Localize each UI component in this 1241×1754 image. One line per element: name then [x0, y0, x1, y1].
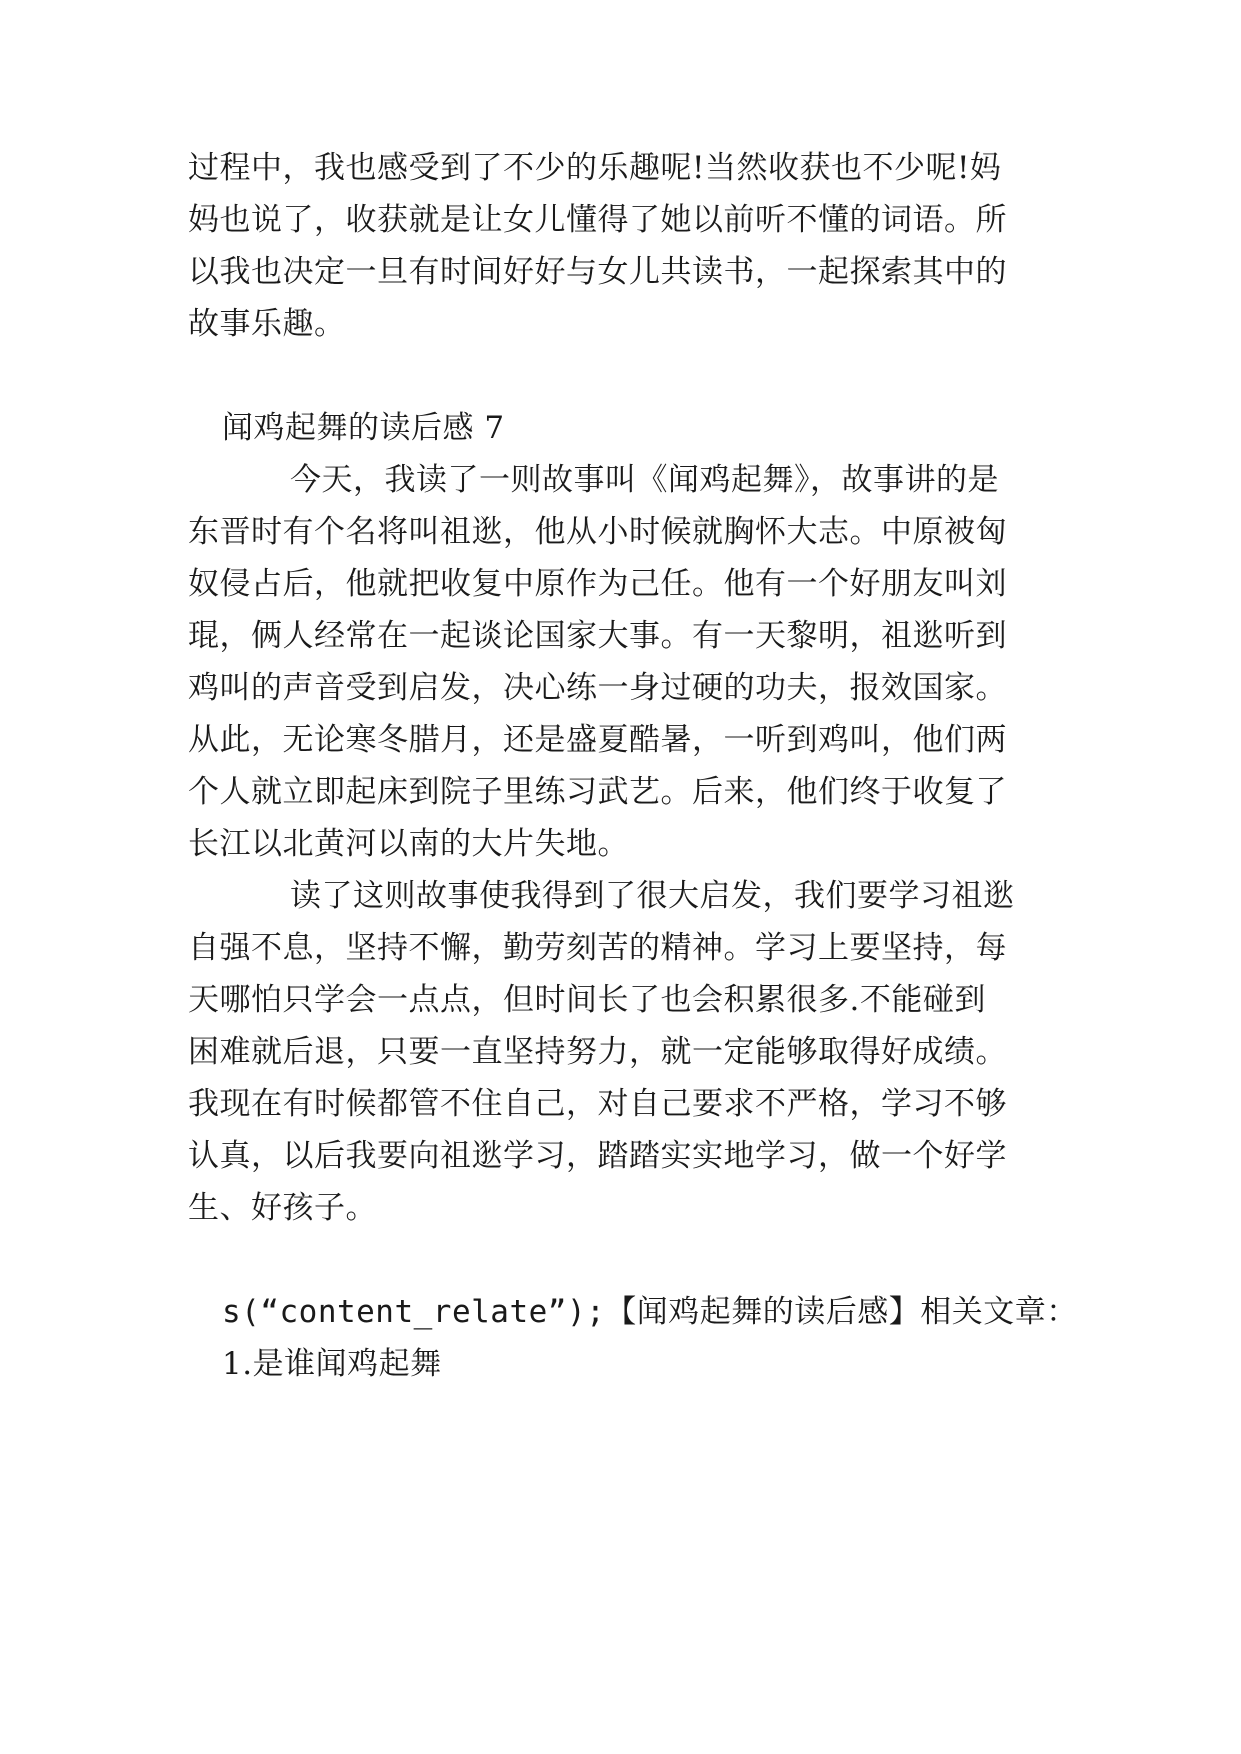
paragraph1-line-8: 长江以北黄河以南的大片失地。 — [188, 826, 629, 862]
paragraph1-line-1: 今天，我读了一则故事叫《闻鸡起舞》，故事讲的是 — [290, 462, 999, 498]
paragraph1-line-2: 东晋时有个名将叫祖逖，他从小时候就胸怀大志。中原被匈 — [188, 514, 1007, 550]
related-title: 【闻鸡起舞的读后感】相关文章： — [605, 1294, 1078, 1330]
paragraph2-line-7: 生、好孩子。 — [188, 1190, 377, 1226]
paragraph2-line-1: 读了这则故事使我得到了很大启发，我们要学习祖逖 — [290, 878, 1015, 914]
paragraph2-line-2: 自强不息，坚持不懈，勤劳刻苦的精神。学习上要坚持，每 — [188, 930, 1007, 966]
continuation-line-1: 过程中，我也感受到了不少的乐趣呢!当然收获也不少呢!妈 — [188, 150, 1002, 186]
paragraph2-line-4: 困难就后退，只要一直坚持努力，就一定能够取得好成绩。 — [188, 1034, 1007, 1070]
continuation-line-3: 以我也决定一旦有时间好好与女儿共读书，一起探索其中的 — [188, 254, 1007, 290]
related-header — [222, 1292, 1102, 1332]
related-item-link[interactable]: 1.是谁闻鸡起舞 — [222, 1346, 442, 1382]
continuation-line-4: 故事乐趣。 — [188, 306, 346, 342]
paragraph2-line-3: 天哪怕只学会一点点，但时间长了也会积累很多.不能碰到 — [188, 982, 986, 1018]
paragraph1-line-4: 琨，俩人经常在一起谈论国家大事。有一天黎明，祖逖听到 — [188, 618, 1007, 654]
paragraph1-line-3: 奴侵占后，他就把收复中原作为己任。他有一个好朋友叫刘 — [188, 566, 1007, 602]
paragraph1-line-5: 鸡叫的声音受到启发，决心练一身过硬的功夫，报效国家。 — [188, 670, 1007, 706]
paragraph2-line-5: 我现在有时候都管不住自己，对自己要求不严格，学习不够 — [188, 1086, 1007, 1122]
related-code-prefix: s(“content_relate”); — [222, 1294, 606, 1330]
paragraph1-line-6: 从此，无论寒冬腊月，还是盛夏酷暑，一听到鸡叫，他们两 — [188, 722, 1007, 758]
continuation-line-2: 妈也说了，收获就是让女儿懂得了她以前听不懂的词语。所 — [188, 202, 1007, 238]
paragraph1-line-7: 个人就立即起床到院子里练习武艺。后来，他们终于收复了 — [188, 774, 1007, 810]
paragraph2-line-6: 认真，以后我要向祖逖学习，踏踏实实地学习，做一个好学 — [188, 1138, 1007, 1174]
section-heading: 闻鸡起舞的读后感 7 — [222, 410, 505, 446]
